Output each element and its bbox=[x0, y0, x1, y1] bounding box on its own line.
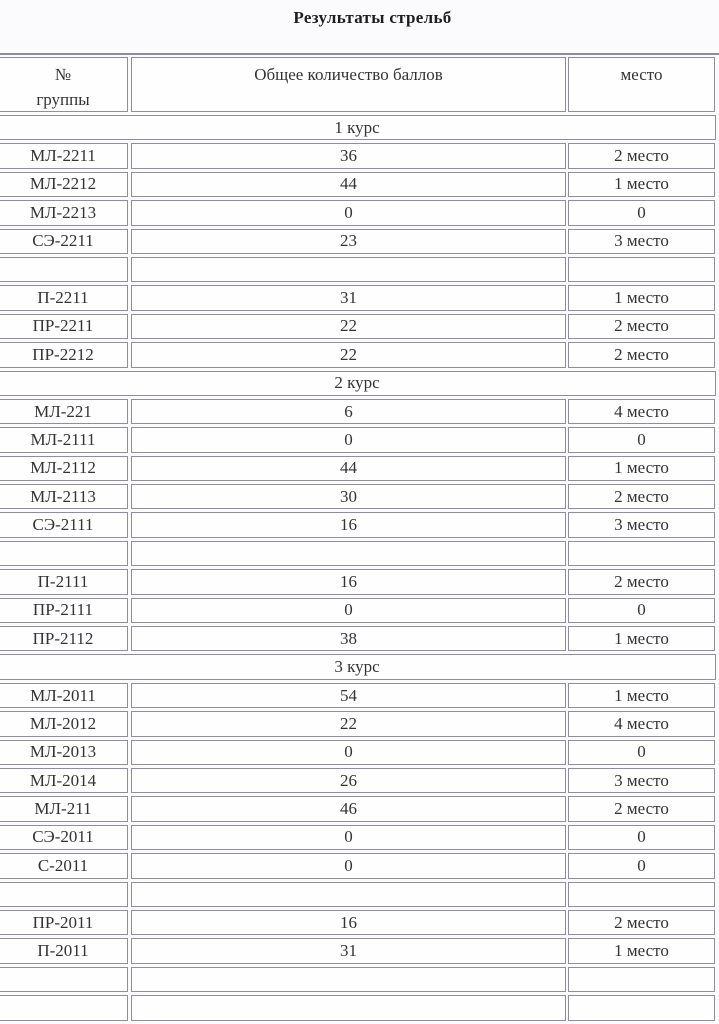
table-row bbox=[0, 255, 719, 283]
table-row bbox=[0, 425, 719, 453]
score-cell bbox=[131, 541, 566, 566]
score-cell: 22 bbox=[131, 314, 566, 339]
score-cell: 31 bbox=[131, 285, 566, 310]
score-cell: 6 bbox=[131, 399, 566, 424]
place-cell: 2 место bbox=[568, 910, 715, 935]
score-cell: 0 bbox=[131, 825, 566, 850]
score-cell: 44 bbox=[131, 456, 566, 481]
group-cell: МЛ-2113 bbox=[0, 484, 128, 509]
table-row bbox=[0, 823, 719, 851]
place-cell: 2 место bbox=[568, 143, 715, 168]
table-row bbox=[0, 880, 719, 908]
table-row bbox=[0, 510, 719, 538]
table-body bbox=[0, 113, 719, 1022]
table-row bbox=[0, 340, 719, 368]
group-cell bbox=[0, 995, 128, 1020]
place-cell: 1 место bbox=[568, 938, 715, 963]
place-cell: 1 место bbox=[568, 626, 715, 651]
score-cell bbox=[131, 995, 566, 1020]
place-cell: 1 место bbox=[568, 683, 715, 708]
group-cell: П-2111 bbox=[0, 569, 128, 594]
table-row bbox=[0, 454, 719, 482]
score-cell: 26 bbox=[131, 768, 566, 793]
results-table bbox=[0, 53, 719, 1022]
section-label: 1 курс bbox=[0, 115, 716, 140]
place-cell: 4 место bbox=[568, 711, 715, 736]
table-row bbox=[0, 908, 719, 936]
group-cell bbox=[0, 967, 128, 992]
place-cell: 2 место bbox=[568, 796, 715, 821]
group-cell: ПР-2011 bbox=[0, 910, 128, 935]
header-place: место bbox=[568, 57, 715, 112]
score-cell: 30 bbox=[131, 484, 566, 509]
place-cell: 1 место bbox=[568, 285, 715, 310]
place-cell bbox=[568, 995, 715, 1020]
group-cell: С-2011 bbox=[0, 853, 128, 878]
table-row bbox=[0, 539, 719, 567]
table-row bbox=[0, 596, 719, 624]
place-cell: 1 место bbox=[568, 456, 715, 481]
group-cell: ПР-2112 bbox=[0, 626, 128, 651]
group-cell: МЛ-2011 bbox=[0, 683, 128, 708]
place-cell: 4 место bbox=[568, 399, 715, 424]
place-cell: 2 место bbox=[568, 484, 715, 509]
score-cell: 31 bbox=[131, 938, 566, 963]
group-cell: СЭ-2111 bbox=[0, 512, 128, 537]
table-row bbox=[0, 738, 719, 766]
group-cell: МЛ-2012 bbox=[0, 711, 128, 736]
place-cell: 0 bbox=[568, 200, 715, 225]
place-cell: 0 bbox=[568, 825, 715, 850]
score-cell bbox=[131, 967, 566, 992]
score-cell: 16 bbox=[131, 569, 566, 594]
table-row bbox=[0, 993, 719, 1021]
score-cell: 16 bbox=[131, 512, 566, 537]
header-score: Общее количество баллов bbox=[131, 57, 566, 112]
group-cell: МЛ-2014 bbox=[0, 768, 128, 793]
table-row bbox=[0, 681, 719, 709]
place-cell: 3 место bbox=[568, 229, 715, 254]
table-row bbox=[0, 170, 719, 198]
section-label: 2 курс bbox=[0, 371, 716, 396]
place-cell bbox=[568, 967, 715, 992]
table-row bbox=[0, 482, 719, 510]
table-row bbox=[0, 709, 719, 737]
place-cell: 2 место bbox=[568, 314, 715, 339]
table-row bbox=[0, 965, 719, 993]
header-group-line2: группы bbox=[36, 90, 90, 109]
table-row bbox=[0, 283, 719, 311]
table-row bbox=[0, 397, 719, 425]
table-row bbox=[0, 198, 719, 226]
header-group bbox=[0, 57, 128, 112]
place-cell: 1 место bbox=[568, 172, 715, 197]
group-cell: МЛ-2212 bbox=[0, 172, 128, 197]
table-row bbox=[0, 936, 719, 964]
score-cell bbox=[131, 882, 566, 907]
group-cell: СЭ-2211 bbox=[0, 229, 128, 254]
group-cell: МЛ-2013 bbox=[0, 740, 128, 765]
score-cell: 22 bbox=[131, 342, 566, 367]
score-cell: 54 bbox=[131, 683, 566, 708]
group-cell: МЛ-2211 bbox=[0, 143, 128, 168]
place-cell: 0 bbox=[568, 740, 715, 765]
score-cell: 0 bbox=[131, 200, 566, 225]
group-cell bbox=[0, 882, 128, 907]
section-label: 3 курс bbox=[0, 654, 716, 679]
score-cell: 36 bbox=[131, 143, 566, 168]
group-cell: П-2011 bbox=[0, 938, 128, 963]
place-cell: 2 место bbox=[568, 569, 715, 594]
place-cell: 0 bbox=[568, 427, 715, 452]
table-row bbox=[0, 766, 719, 794]
table-row bbox=[0, 567, 719, 595]
place-cell: 3 место bbox=[568, 768, 715, 793]
place-cell: 2 место bbox=[568, 342, 715, 367]
table-header bbox=[0, 55, 719, 113]
group-cell: МЛ-2111 bbox=[0, 427, 128, 452]
table-row bbox=[0, 141, 719, 169]
group-cell bbox=[0, 541, 128, 566]
section-row bbox=[0, 369, 719, 397]
score-cell: 22 bbox=[131, 711, 566, 736]
score-cell: 0 bbox=[131, 427, 566, 452]
table-row bbox=[0, 624, 719, 652]
group-cell: П-2211 bbox=[0, 285, 128, 310]
place-cell bbox=[568, 541, 715, 566]
score-cell: 23 bbox=[131, 229, 566, 254]
score-cell: 0 bbox=[131, 853, 566, 878]
group-cell: МЛ-211 bbox=[0, 796, 128, 821]
table-row bbox=[0, 851, 719, 879]
table-row bbox=[0, 312, 719, 340]
table-row bbox=[0, 794, 719, 822]
table-row bbox=[0, 227, 719, 255]
score-cell: 0 bbox=[131, 740, 566, 765]
score-cell: 16 bbox=[131, 910, 566, 935]
group-cell bbox=[0, 257, 128, 282]
score-cell: 0 bbox=[131, 598, 566, 623]
score-cell: 38 bbox=[131, 626, 566, 651]
score-cell bbox=[131, 257, 566, 282]
group-cell: ПР-2211 bbox=[0, 314, 128, 339]
section-row bbox=[0, 113, 719, 141]
group-cell: ПР-2212 bbox=[0, 342, 128, 367]
page-title: Результаты стрельб bbox=[293, 8, 452, 27]
place-cell: 0 bbox=[568, 853, 715, 878]
group-cell: МЛ-221 bbox=[0, 399, 128, 424]
score-cell: 44 bbox=[131, 172, 566, 197]
place-cell: 0 bbox=[568, 598, 715, 623]
group-cell: МЛ-2112 bbox=[0, 456, 128, 481]
group-cell: СЭ-2011 bbox=[0, 825, 128, 850]
score-cell: 46 bbox=[131, 796, 566, 821]
place-cell bbox=[568, 257, 715, 282]
place-cell: 3 место bbox=[568, 512, 715, 537]
section-row bbox=[0, 652, 719, 680]
group-cell: МЛ-2213 bbox=[0, 200, 128, 225]
header-group-line1: № bbox=[54, 65, 72, 84]
group-cell: ПР-2111 bbox=[0, 598, 128, 623]
place-cell bbox=[568, 882, 715, 907]
